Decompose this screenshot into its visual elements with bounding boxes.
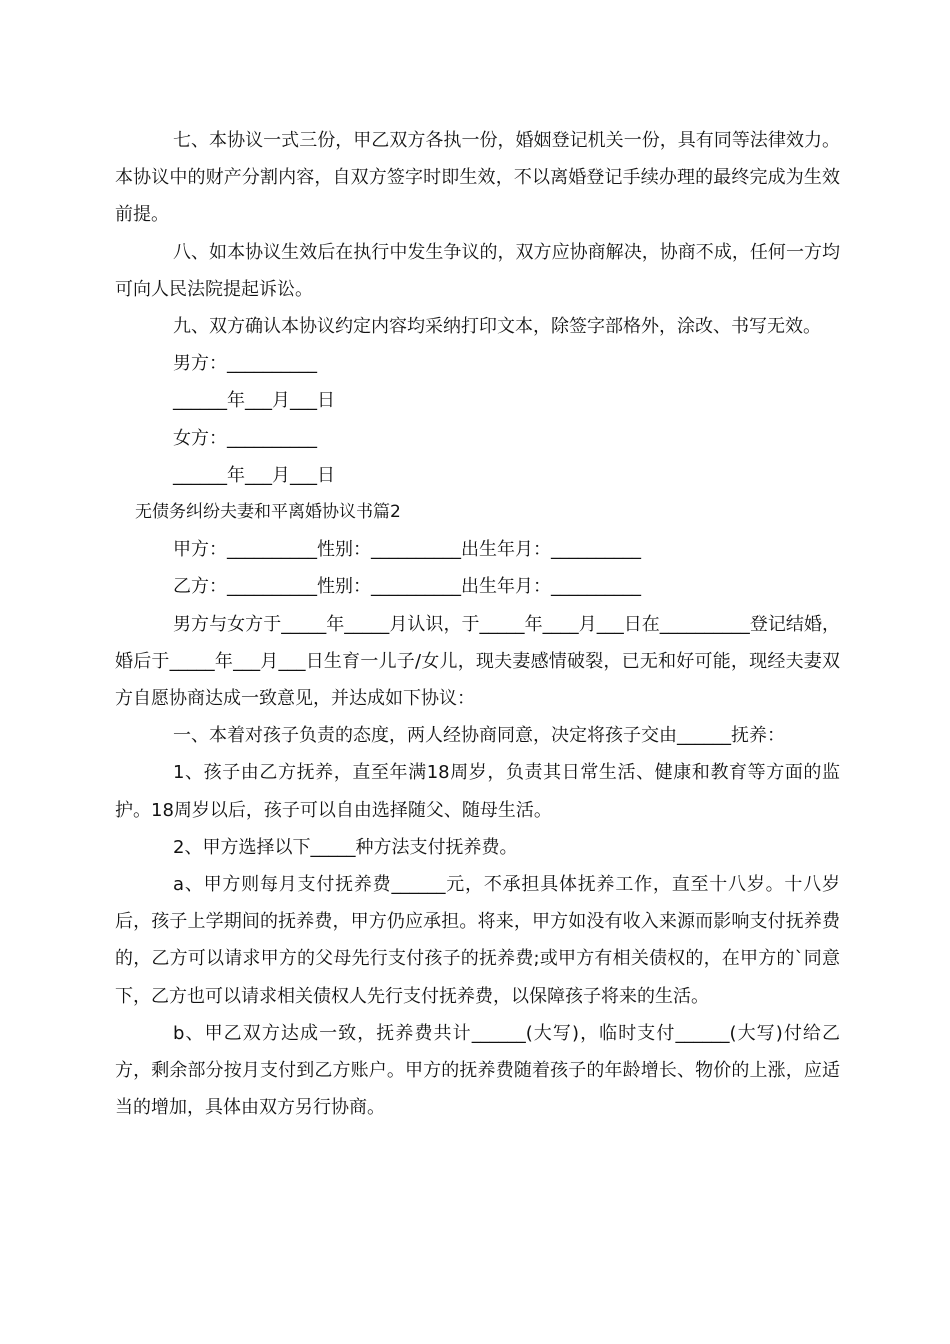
male-signature-line: 男方：__________ <box>173 353 317 375</box>
clause-7: 七、本协议一式三份，甲乙双方各执一份，婚姻登记机关一份，具有同等法律效力。本协议中的财产分割内容，自双方签字时即生效，不以离婚登记手续办理的最终完成为生效前提。 <box>115 130 840 226</box>
item-a: a、甲方则每月支付抚养费______元，不承担具体抚养工作，直至十八岁。十八岁后，孩子上学期间的抚养费，甲方仍应承担。将来，甲方如没有收入来源而影响支付抚养费的，乙方可以请求甲方的父母先行支付孩子的抚养费;或甲方有相关债权的，在甲方的`同意下，乙方也可以请求相关债权人先行支付抚养费，以保障孩子将来的生活。 <box>115 874 840 1007</box>
document-body <box>115 122 840 1126</box>
intro-paragraph: 男方与女方于_____年_____月认识，于_____年____月___日在__________登记结婚，婚后于_____年___月___日生育一儿子/女儿，现夫妻感情破裂，已无和好可能，现经夫妻双方自愿协商达成一致意见，并达成如下协议： <box>115 613 840 710</box>
female-date-line: ______年___月___日 <box>173 464 335 486</box>
item-1-1: 1、孩子由乙方抚养，直至年满18周岁，负责其日常生活、健康和教育等方面的监护。18周岁以后，孩子可以自由选择随父、随母生活。 <box>115 762 840 821</box>
item-1-2: 2、甲方选择以下_____种方法支付抚养费。 <box>173 836 518 858</box>
party-a-line: 甲方：__________性别：__________出生年月：__________ <box>173 539 641 561</box>
party-b-line: 乙方：__________性别：__________出生年月：__________ <box>173 576 641 598</box>
section-title: 无债务纠纷夫妻和平离婚协议书篇2 <box>135 502 401 523</box>
clause-8: 八、如本协议生效后在执行中发生争议的，双方应协商解决，协商不成，任何一方均可向人民法院提起诉讼。 <box>115 241 840 300</box>
clause-9: 九、双方确认本协议约定内容均采纳打印文本，除签字部格外，涂改、书写无效。 <box>173 316 821 338</box>
item-b: b、甲乙双方达成一致，抚养费共计______(大写)，临时支付______(大写)付给乙方，剩余部分按月支付到乙方账户。甲方的抚养费随着孩子的年龄增长、物价的上涨，应适当的增加，具体由双方另行协商。 <box>115 1022 840 1119</box>
item-1: 一、本着对孩子负责的态度，两人经协商同意，决定将孩子交由______抚养： <box>173 725 785 747</box>
male-date-line: ______年___月___日 <box>173 390 335 412</box>
female-signature-line: 女方：__________ <box>173 427 317 449</box>
